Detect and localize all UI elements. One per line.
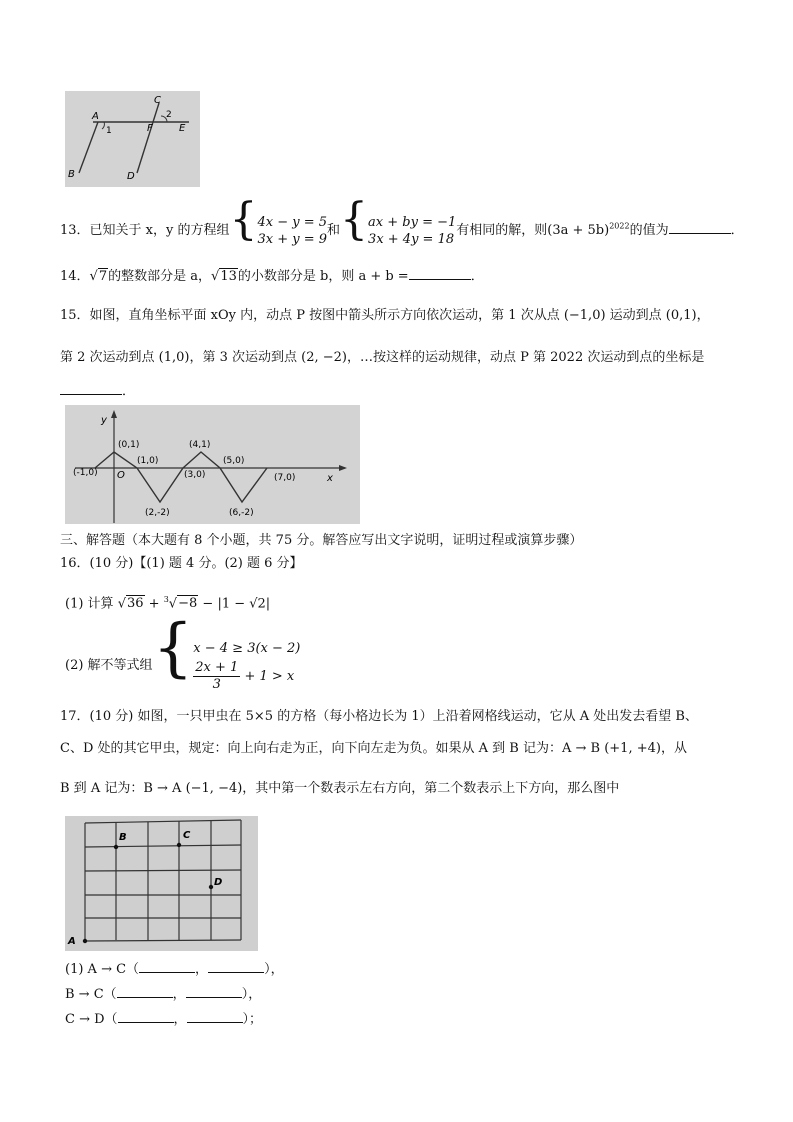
q17-sub3-prefix: C → D（ bbox=[65, 1012, 118, 1027]
fig12-label-c: C bbox=[154, 95, 161, 106]
q17-sub3 bbox=[65, 1010, 262, 1030]
q16-p2-den: 3 bbox=[212, 677, 221, 692]
fig15-point-label: (4,1) bbox=[189, 440, 211, 450]
fig15-x-label: x bbox=[327, 473, 333, 484]
q14-part1: 的整数部分是 a， bbox=[108, 269, 212, 284]
question-15-answer: ． bbox=[60, 382, 135, 402]
q16-p1-sqrt36: 36 bbox=[126, 596, 144, 612]
fig15-point-label: (3,0) bbox=[184, 470, 206, 480]
fig12-label-d: D bbox=[127, 171, 135, 182]
fig12-angle-2: 2 bbox=[166, 110, 172, 120]
question-16-part2: (2) 解不等式组{x − 4 ≥ 3(x − 2) $\frac{2x + 1}{3}$ + 1 > x bbox=[65, 611, 301, 692]
q17-comma: ， bbox=[172, 987, 186, 1002]
q13-sys1-eq2: 3x + y = 9 bbox=[257, 231, 328, 247]
parallel-lines-figure bbox=[65, 91, 200, 187]
q15-answer-blank[interactable] bbox=[60, 382, 122, 395]
q14-answer-blank[interactable] bbox=[409, 267, 471, 280]
motion-path-figure bbox=[65, 405, 360, 524]
question-15-line1: 15．如图，直角坐标平面 xOy 内，动点 P 按图中箭头所示方向依次运动，第 1 次从点 (−1,0) 运动到点 (0,1)， bbox=[60, 308, 710, 323]
q17-comma: ， bbox=[195, 962, 209, 977]
q17-sub1-suffix: ）， bbox=[264, 962, 284, 977]
fig12-label-f: F bbox=[147, 123, 153, 134]
q13-answer-blank[interactable] bbox=[669, 221, 731, 234]
q17-sub1-blank-1[interactable] bbox=[139, 960, 195, 973]
q17-sub2-blank-2[interactable] bbox=[186, 985, 242, 998]
grid-drawing bbox=[65, 816, 258, 951]
q17-sub2-blank-1[interactable] bbox=[117, 985, 173, 998]
q17-sub1 bbox=[65, 960, 284, 980]
q17-sub3-blank-2[interactable] bbox=[187, 1010, 243, 1023]
q16-p2-rest: + 1 > x bbox=[244, 669, 295, 684]
fig15-point-label: (0,1) bbox=[118, 440, 140, 450]
question-16-part1: (1) 计算 √36 + $^3$√−8 − |1 − √2| bbox=[65, 595, 271, 612]
fig17-label-c: C bbox=[183, 830, 191, 841]
q13-sys2-eq1: ax + by = −1 bbox=[368, 214, 457, 230]
fig12-label-b: B bbox=[68, 169, 75, 180]
fig15-point-label: (1,0) bbox=[137, 456, 159, 466]
fig15-point-label: (2,-2) bbox=[145, 508, 170, 518]
fig17-label-d: D bbox=[214, 877, 223, 888]
q16-p1-label: (1) 计算 bbox=[65, 596, 114, 612]
q17-sub2-prefix: B → C（ bbox=[65, 987, 117, 1002]
fig12-label-a: A bbox=[92, 111, 99, 122]
question-17-line2: C、D 处的其它甲虫，规定：向上向右走为正，向下向左走为负。如果从 A 到 B 记为：A → B (+1, +4)，从 bbox=[60, 741, 687, 756]
q17-sub3-suffix: ）； bbox=[242, 1012, 263, 1027]
q13-suffix: 有相同的解，则(3a + 5b) bbox=[456, 223, 610, 238]
fig12-label-e: E bbox=[179, 123, 186, 134]
q17-sub1-blank-2[interactable] bbox=[208, 960, 264, 973]
fig15-y-label: y bbox=[101, 415, 107, 426]
q13-sys2-eq2: 3x + 4y = 18 bbox=[368, 231, 455, 247]
q13-tail: 的值为 bbox=[629, 223, 669, 238]
question-15-line2: 第 2 次运动到点 (1,0)，第 3 次运动到点 (2, −2)，…按这样的运动规律，动点 P 第 2022 次运动到点的坐标是 bbox=[60, 350, 705, 365]
q17-sub2-suffix: ）， bbox=[241, 987, 262, 1002]
question-13: 13．已知关于 x，y 的方程组{4x − y = 5 3x + y = 9和{ax + by = −1 3x + 4y = 18有相同的解，则$(3a + 5b)^{2022}$的值为 ． bbox=[60, 194, 744, 247]
q13-and: 和 bbox=[327, 223, 341, 238]
parallel-lines-drawing bbox=[65, 91, 200, 187]
question-14: 14．√7的整数部分是 a，√13的小数部分是 b，则 a + b = ． bbox=[60, 269, 484, 284]
q17-comma: ， bbox=[173, 1012, 187, 1027]
fig15-origin: O bbox=[117, 470, 125, 481]
q14-sqrt13: 13 bbox=[220, 269, 237, 284]
fig17-label-b: B bbox=[119, 832, 127, 843]
q16-p1-abs: |1 − √2| bbox=[217, 596, 271, 612]
q17-sub1-prefix: (1) A → C（ bbox=[65, 962, 140, 977]
question-17-line1: 17．(10 分) 如图，一只甲虫在 5×5 的方格（每小格边长为 1）上沿着网格线运动，它从 A 处出发去看望 B、 bbox=[60, 709, 698, 724]
q13-exponent: 2022 bbox=[609, 221, 630, 231]
q17-sub2 bbox=[65, 985, 261, 1005]
q14-num: 14． bbox=[60, 269, 90, 284]
q16-p1-cbrt: −8 bbox=[178, 596, 198, 612]
motion-path-drawing bbox=[65, 405, 360, 524]
question-17-line3: B 到 A 记为：B → A (−1, −4)，其中第一个数表示左右方向，第二个数表示上下方向，那么图中 bbox=[60, 781, 620, 796]
fig15-point-label: (7,0) bbox=[274, 473, 296, 483]
q16-p2-eq1: x − 4 ≥ 3(x − 2) bbox=[193, 641, 301, 656]
fig15-point-label: (6,-2) bbox=[229, 508, 254, 518]
fig17-label-a: A bbox=[68, 936, 76, 947]
fig12-angle-1: 1 bbox=[106, 126, 112, 136]
q16-p2-label: (2) 解不等式组 bbox=[65, 658, 153, 673]
q17-sub3-blank-1[interactable] bbox=[118, 1010, 174, 1023]
q14-part2: 的小数部分是 b，则 a + b = bbox=[237, 269, 409, 284]
question-16-header: 16．(10 分)【(1) 题 4 分。(2) 题 6 分】 bbox=[60, 556, 303, 571]
fig15-point-label: (-1,0) bbox=[73, 468, 98, 478]
section-3-heading: 三、解答题（本大题有 8 个小题，共 75 分。解答应写出文字说明，证明过程或演算步骤） bbox=[60, 533, 583, 548]
q16-p2-num: 2x + 1 bbox=[195, 660, 239, 675]
q13-sys1-eq1: 4x − y = 5 bbox=[257, 214, 328, 230]
q13-prefix: 13．已知关于 x，y 的方程组 bbox=[60, 223, 230, 238]
q14-sqrt7: 7 bbox=[98, 269, 108, 284]
grid-figure bbox=[65, 816, 258, 951]
fig15-point-label: (5,0) bbox=[223, 456, 245, 466]
